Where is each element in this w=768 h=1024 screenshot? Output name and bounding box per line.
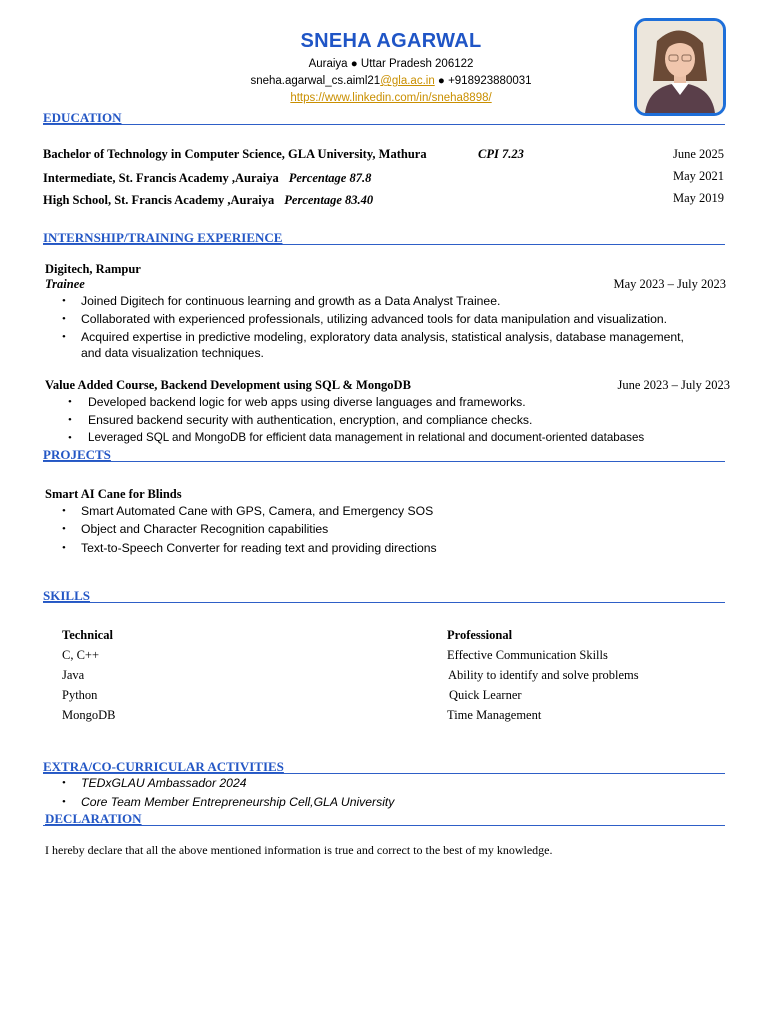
bullet-dot: • [62, 295, 66, 307]
declaration-text: I hereby declare that all the above mentioned information is true and correct to the best of my knowledge. [45, 843, 553, 857]
project-bullet: Object and Character Recognition capabilities [81, 522, 329, 536]
education-highschool-title: High School, St. Francis Academy ,Auraiya [43, 193, 275, 207]
bullet-dot: • [62, 542, 66, 554]
skill-technical: Python [62, 688, 98, 702]
activities-heading: EXTRA/CO-CURRICULAR ACTIVITIES [43, 759, 284, 774]
skill-professional: Effective Communication Skills [447, 648, 608, 662]
education-highschool-date: May 2019 [672, 191, 724, 205]
phone-number: ● +918923880031 [434, 75, 532, 87]
internship-bullet: Joined Digitech for continuous learning and growth as a Data Analyst Trainee. [81, 294, 501, 308]
projects-divider [43, 461, 725, 462]
bullet-dot: • [62, 313, 66, 325]
bullet-dot: • [68, 432, 72, 444]
education-heading: EDUCATION [43, 110, 122, 125]
skills-technical-label: Technical [62, 628, 113, 642]
course-bullet: Leveraged SQL and MongoDB for efficient data management in relational and document-oriented databases [88, 431, 645, 444]
education-degree-score: CPI 7.23 [478, 147, 524, 161]
bullet-dot: • [62, 777, 66, 789]
profile-photo [634, 18, 726, 116]
bullet-dot: • [62, 331, 66, 343]
linkedin-link[interactable]: https://www.linkedin.com/in/sneha8898/ [290, 92, 492, 104]
skill-professional: Ability to identify and solve problems [448, 668, 639, 682]
bullet-dot: • [68, 396, 72, 408]
course-title: Value Added Course, Backend Development using SQL & MongoDB [45, 378, 411, 392]
course-bullet: Developed backend logic for web apps using diverse languages and frameworks. [88, 395, 526, 409]
bullet-dot: • [62, 523, 66, 535]
skill-technical: Java [62, 668, 85, 682]
course-bullet: Ensured backend security with authentication, encryption, and compliance checks. [88, 413, 533, 427]
internship-heading: INTERNSHIP/TRAINING EXPERIENCE [43, 230, 283, 245]
activity-item: TEDxGLAU Ambassador 2024 [81, 776, 247, 790]
bullet-dot: • [62, 505, 66, 517]
location-line: Auraiya ● Uttar Pradesh 206122 [308, 58, 474, 70]
skills-professional-label: Professional [447, 628, 513, 642]
skill-professional: Quick Learner [449, 688, 522, 702]
skill-technical: MongoDB [62, 708, 116, 722]
bullet-dot: • [62, 796, 66, 808]
internship-divider [43, 244, 725, 245]
education-highschool [43, 191, 373, 209]
internship-org: Digitech, Rampur [45, 262, 141, 276]
profile-photo-image [637, 21, 723, 113]
activity-item: Core Team Member Entrepreneurship Cell,GLA University [81, 795, 395, 809]
education-intermediate [43, 169, 371, 187]
education-divider [43, 124, 725, 125]
internship-bullet-continued: and data visualization techniques. [81, 346, 264, 360]
education-intermediate-date: May 2021 [672, 169, 724, 183]
project-bullet: Smart Automated Cane with GPS, Camera, and Emergency SOS [81, 504, 434, 518]
project-bullet: Text-to-Speech Converter for reading text and providing directions [81, 541, 437, 555]
internship-bullet: Collaborated with experienced professionals, utilizing advanced tools for data manipulation and visualization. [81, 312, 668, 326]
project-title: Smart AI Cane for Blinds [45, 487, 182, 501]
candidate-name: SNEHA AGARWAL [300, 30, 482, 52]
internship-date: May 2023 – July 2023 [613, 277, 726, 291]
education-degree: Bachelor of Technology in Computer Science, GLA University, Mathura [43, 147, 427, 161]
education-highschool-score: Percentage 83.40 [284, 193, 374, 207]
email-user: sneha.agarwal_cs.aiml21 [250, 75, 381, 87]
projects-heading: PROJECTS [43, 447, 111, 462]
internship-role: Trainee [45, 277, 85, 291]
education-intermediate-title: Intermediate, St. Francis Academy ,Auraiya [43, 171, 279, 185]
declaration-divider [43, 825, 725, 826]
skill-technical: C, C++ [62, 648, 100, 662]
email-domain-link[interactable]: @gla.ac.in [380, 75, 435, 87]
course-date: June 2023 – July 2023 [617, 378, 730, 392]
skill-professional: Time Management [447, 708, 542, 722]
declaration-heading: DECLARATION [45, 811, 142, 826]
skills-heading: SKILLS [43, 588, 90, 603]
skills-divider [43, 602, 725, 603]
education-intermediate-score: Percentage 87.8 [288, 171, 372, 185]
internship-bullet: Acquired expertise in predictive modeling, exploratory data analysis, statistical analysis, database management, [81, 330, 684, 344]
education-degree-date: June 2025 [672, 147, 724, 161]
activities-divider [43, 773, 725, 774]
bullet-dot: • [68, 414, 72, 426]
